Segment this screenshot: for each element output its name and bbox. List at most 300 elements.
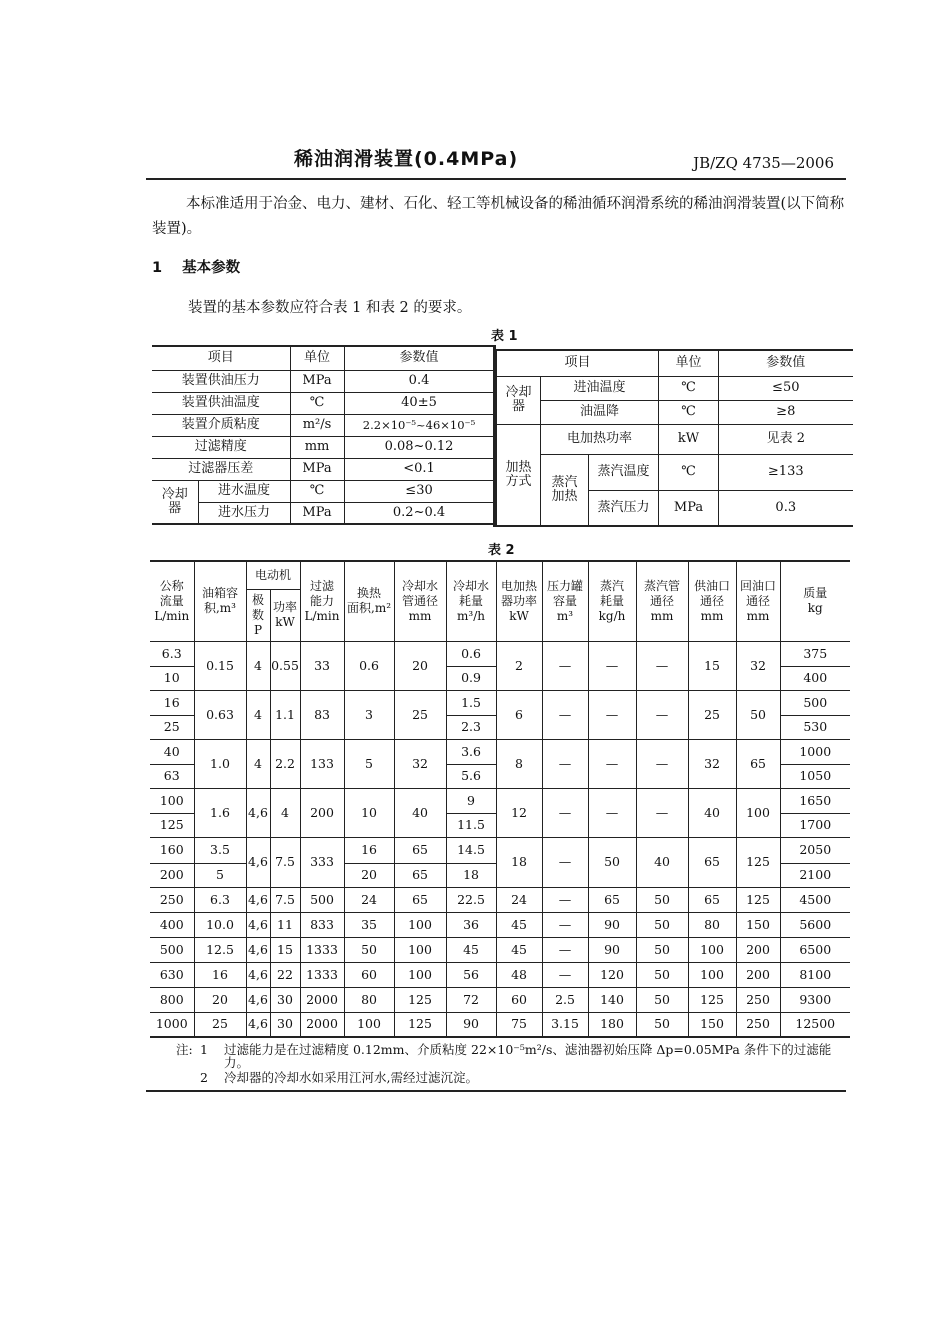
- table-cell: 140: [588, 987, 636, 1012]
- table-row: [150, 912, 850, 937]
- table-cell: 3.5: [194, 837, 246, 863]
- table-cell: 4,6: [246, 887, 270, 912]
- header-line: mm: [408, 608, 432, 623]
- header-line: kg/h: [598, 608, 626, 623]
- header-line: 通径: [700, 593, 725, 608]
- notes-label: 注:: [176, 1042, 193, 1057]
- table-cell: 80: [344, 987, 394, 1012]
- table-cell: 90: [446, 1012, 496, 1037]
- table-cell: —: [636, 739, 688, 788]
- table-header-cell: [636, 561, 688, 641]
- table-cell: —: [542, 937, 588, 962]
- table-cell: 进油温度: [541, 376, 659, 400]
- table-cell: 过滤精度: [152, 436, 290, 458]
- table-cell: 400: [780, 666, 850, 690]
- table-cell: 0.3: [719, 490, 853, 526]
- table-cell: 16: [344, 837, 394, 863]
- table-cell: 45: [446, 937, 496, 962]
- table-row: [150, 887, 850, 912]
- header-line: kg: [807, 601, 823, 616]
- note-item: [176, 1043, 848, 1069]
- section-paragraph: 装置的基本参数应符合表 1 和表 2 的要求。: [188, 300, 472, 316]
- table-cell: 10: [150, 666, 194, 690]
- table2-header-row: [150, 561, 850, 589]
- table-cell: 11.5: [446, 813, 496, 837]
- header-line: 供油口: [694, 578, 731, 593]
- table-cell: 65: [688, 887, 736, 912]
- table-cell: ℃: [659, 400, 719, 424]
- table-cell: 25: [150, 715, 194, 739]
- header-line: 流量: [159, 593, 184, 608]
- table-row: [150, 641, 850, 666]
- table-cell: 4500: [780, 887, 850, 912]
- table-cell: 进水压力: [198, 502, 290, 524]
- table-cell: MPa: [290, 502, 344, 524]
- table-header-cell: [496, 561, 542, 641]
- table-cell: 3.15: [542, 1012, 588, 1037]
- table-cell: 进水温度: [198, 480, 290, 502]
- table1-left-header: [152, 346, 494, 370]
- table-cell: 7.5: [270, 837, 300, 887]
- header-line: 过滤: [310, 578, 335, 593]
- table-cell: 50: [636, 912, 688, 937]
- table-header-cell: 参数值: [344, 346, 494, 370]
- header-line: 压力罐: [547, 578, 584, 593]
- table-cell: 120: [588, 962, 636, 987]
- header-line: 能力: [310, 593, 335, 608]
- table-cell: 过滤器压差: [152, 458, 290, 480]
- table-cell: 8100: [780, 962, 850, 987]
- table-cell: MPa: [659, 490, 719, 526]
- table-cell: —: [636, 690, 688, 739]
- table-cell: 250: [150, 887, 194, 912]
- table-row: [150, 788, 850, 813]
- table-cell: 11: [270, 912, 300, 937]
- table-cell: 200: [736, 937, 780, 962]
- table-cell: 1000: [780, 739, 850, 764]
- table-cell: MPa: [290, 370, 344, 392]
- table-cell: 0.2~0.4: [344, 502, 494, 524]
- table-cell: 15: [270, 937, 300, 962]
- table-group-cell: 冷却器: [497, 376, 541, 424]
- table-cell: 0.6: [344, 641, 394, 690]
- section-title: 基本参数: [182, 260, 241, 276]
- table-cell: 2.2: [270, 739, 300, 788]
- header-line: m³/h: [457, 608, 485, 623]
- table-cell: 2: [496, 641, 542, 690]
- table-header-cell: [688, 561, 736, 641]
- table-cell: 5: [194, 863, 246, 887]
- table-cell: 9300: [780, 987, 850, 1012]
- table-cell: 电加热功率: [541, 424, 659, 454]
- header-line: m³: [556, 608, 574, 623]
- table-cell: 150: [688, 1012, 736, 1037]
- table-cell: —: [588, 788, 636, 837]
- table2: [150, 560, 850, 1038]
- notes-bottom-rule: [146, 1090, 846, 1092]
- table-cell: 4,6: [246, 962, 270, 987]
- table-cell: 65: [394, 863, 446, 887]
- header-line: 通径: [650, 593, 675, 608]
- table-header-cell: [736, 561, 780, 641]
- table-cell: 4: [246, 739, 270, 788]
- table-cell: 100: [736, 788, 780, 837]
- table-cell: 63: [150, 764, 194, 788]
- table-group-cell: 蒸汽加热: [541, 454, 589, 526]
- table-row: [497, 400, 853, 424]
- table-cell: 40±5: [344, 392, 494, 414]
- table-cell: 125: [394, 1012, 446, 1037]
- table-cell: 见表 2: [719, 424, 853, 454]
- table-cell: 32: [688, 739, 736, 788]
- table-cell: 1.1: [270, 690, 300, 739]
- header-line: 蒸汽管: [644, 578, 681, 593]
- table-cell: 125: [150, 813, 194, 837]
- table-cell: —: [588, 739, 636, 788]
- table-cell: 5600: [780, 912, 850, 937]
- table1-left: [152, 345, 495, 525]
- table-cell: 10.0: [194, 912, 246, 937]
- table-cell: 90: [588, 912, 636, 937]
- header-line: 积,m³: [203, 601, 236, 616]
- header-line: 面积,m²: [347, 601, 392, 616]
- table-header-cell: [150, 561, 194, 641]
- table-cell: 30: [270, 987, 300, 1012]
- table-cell: 833: [300, 912, 344, 937]
- table-row: [152, 480, 494, 502]
- table-row: [150, 837, 850, 863]
- table-cell: 50: [636, 937, 688, 962]
- table-row: [497, 424, 853, 454]
- table-cell: 12500: [780, 1012, 850, 1037]
- table-row: [150, 962, 850, 987]
- table-cell: 22.5: [446, 887, 496, 912]
- table-cell: 1000: [150, 1012, 194, 1037]
- table-cell: m²/s: [290, 414, 344, 436]
- table-cell: 40: [150, 739, 194, 764]
- table-cell: 4,6: [246, 912, 270, 937]
- table-cell: 9: [446, 788, 496, 813]
- table-cell: 56: [446, 962, 496, 987]
- table-cell: 50: [636, 962, 688, 987]
- table-cell: 2050: [780, 837, 850, 863]
- table-cell: 0.9: [446, 666, 496, 690]
- table-cell: 45: [496, 912, 542, 937]
- table-cell: 25: [688, 690, 736, 739]
- note-number: 1: [200, 1042, 208, 1057]
- table-cell: 25: [394, 690, 446, 739]
- table-cell: <0.1: [344, 458, 494, 480]
- table-cell: 18: [446, 863, 496, 887]
- document-title: 稀油润滑装置(0.4MPa): [294, 148, 519, 170]
- table-cell: 40: [636, 837, 688, 887]
- header-line: mm: [746, 608, 770, 623]
- table-cell: 0.08~0.12: [344, 436, 494, 458]
- section-number: 1: [152, 260, 163, 276]
- document-header: [146, 138, 846, 180]
- table-cell: 400: [150, 912, 194, 937]
- table-cell: 50: [636, 887, 688, 912]
- table-cell: 65: [394, 887, 446, 912]
- table-cell: 2000: [300, 987, 344, 1012]
- header-line: 电加热: [501, 578, 538, 593]
- table-cell: 5.6: [446, 764, 496, 788]
- table-cell: 125: [688, 987, 736, 1012]
- table-cell: 100: [344, 1012, 394, 1037]
- table-cell: 500: [780, 690, 850, 715]
- table-cell: 133: [300, 739, 344, 788]
- table-row: [150, 739, 850, 764]
- table-cell: ℃: [659, 376, 719, 400]
- table-cell: 100: [688, 937, 736, 962]
- table-cell: 333: [300, 837, 344, 887]
- table-cell: 2.2×10⁻⁵~46×10⁻⁵: [344, 414, 494, 436]
- header-line: 耗量: [600, 593, 625, 608]
- table-cell: 6.3: [194, 887, 246, 912]
- table-cell: 180: [588, 1012, 636, 1037]
- table-cell: 36: [446, 912, 496, 937]
- header-line: 回油口: [740, 578, 777, 593]
- table-header-cell: [300, 561, 344, 641]
- table-cell: 12: [496, 788, 542, 837]
- table-cell: ℃: [659, 454, 719, 490]
- table-header-cell: [194, 561, 246, 641]
- header-line: 管通径: [402, 593, 439, 608]
- table-header-cell: [780, 561, 850, 641]
- table-cell: 4,6: [246, 937, 270, 962]
- table-cell: 60: [496, 987, 542, 1012]
- header-line: L/min: [304, 608, 340, 623]
- table-cell: 1.0: [194, 739, 246, 788]
- table-cell: 25: [194, 1012, 246, 1037]
- table-cell: 1650: [780, 788, 850, 813]
- table-cell: 蒸汽温度: [589, 454, 659, 490]
- table-cell: 530: [780, 715, 850, 739]
- table-cell: kW: [659, 424, 719, 454]
- table-cell: 10: [344, 788, 394, 837]
- table-cell: 800: [150, 987, 194, 1012]
- table-cell: 1.6: [194, 788, 246, 837]
- table1-right: [496, 349, 853, 527]
- table-cell: 4,6: [246, 1012, 270, 1037]
- table-cell: 0.15: [194, 641, 246, 690]
- table-cell: 24: [496, 887, 542, 912]
- header-line: mm: [650, 608, 674, 623]
- header-line: 极数: [251, 592, 264, 622]
- table-cell: 250: [736, 987, 780, 1012]
- header-line: L/min: [154, 608, 190, 623]
- table-cell: 8: [496, 739, 542, 788]
- table-cell: 2.5: [542, 987, 588, 1012]
- table-cell: 7.5: [270, 887, 300, 912]
- table-cell: 40: [394, 788, 446, 837]
- table-cell: 0.4: [344, 370, 494, 392]
- table-cell: 4,6: [246, 837, 270, 887]
- table-cell: 18: [496, 837, 542, 887]
- table-cell: 65: [588, 887, 636, 912]
- table-row: [150, 987, 850, 1012]
- table-cell: 48: [496, 962, 542, 987]
- table-cell: 14.5: [446, 837, 496, 863]
- table-cell: 20: [394, 641, 446, 690]
- header-line: 油箱容: [201, 586, 238, 601]
- table-header-cell: 单位: [659, 350, 719, 376]
- table-row: [152, 370, 494, 392]
- note-item: [176, 1071, 848, 1084]
- table-cell: 33: [300, 641, 344, 690]
- table-cell: —: [542, 837, 588, 887]
- section-heading: [152, 256, 240, 277]
- table-cell: 3.6: [446, 739, 496, 764]
- note-text: 过滤能力是在过滤精度 0.12mm、介质粘度 22×10⁻⁵m²/s、滤油器初始压降 Δp=0.05MPa 条件下的过滤能力。: [224, 1042, 832, 1070]
- table-cell: 1050: [780, 764, 850, 788]
- note-number: 2: [200, 1070, 208, 1085]
- table-cell: 160: [150, 837, 194, 863]
- table-cell: 200: [300, 788, 344, 837]
- intro-paragraph: 本标准适用于冶金、电力、建材、石化、轻工等机械设备的稀油循环润滑系统的稀油润滑装置(以下简称装置)。: [152, 196, 845, 237]
- table-header-cell: [588, 561, 636, 641]
- table-cell: 200: [736, 962, 780, 987]
- table-cell: 80: [688, 912, 736, 937]
- table-cell: —: [542, 739, 588, 788]
- table-cell: 20: [344, 863, 394, 887]
- table-row: [150, 1012, 850, 1037]
- table-cell: 30: [270, 1012, 300, 1037]
- table-cell: MPa: [290, 458, 344, 480]
- table-row: [152, 414, 494, 436]
- table-cell: 100: [394, 937, 446, 962]
- header-line: 冷却水: [402, 578, 439, 593]
- table-cell: ≥133: [719, 454, 853, 490]
- table-group-cell: 冷却器: [152, 480, 198, 524]
- table-header-cell: 项目: [497, 350, 659, 376]
- table-row: [497, 454, 853, 490]
- header-line: 质量: [803, 586, 828, 601]
- table-cell: 90: [588, 937, 636, 962]
- header-line: mm: [700, 608, 724, 623]
- table-cell: 装置供油压力: [152, 370, 290, 392]
- table-cell: 50: [588, 837, 636, 887]
- table-cell: 125: [394, 987, 446, 1012]
- table-cell: 60: [344, 962, 394, 987]
- table-cell: —: [542, 788, 588, 837]
- header-line: kW: [275, 615, 295, 629]
- table-cell: 100: [150, 788, 194, 813]
- table-cell: 装置介质粘度: [152, 414, 290, 436]
- table-cell: 65: [736, 739, 780, 788]
- table-cell: 65: [688, 837, 736, 887]
- table-cell: 1.5: [446, 690, 496, 715]
- table-cell: ℃: [290, 480, 344, 502]
- table-cell: —: [542, 641, 588, 690]
- header-line: 公称: [159, 578, 184, 593]
- table-cell: —: [542, 912, 588, 937]
- table-cell: 1700: [780, 813, 850, 837]
- header-line: 功率: [273, 600, 298, 614]
- table-cell: 4: [270, 788, 300, 837]
- table-header-cell: 参数值: [719, 350, 853, 376]
- table1-right-header: [497, 350, 853, 376]
- table-row: [152, 502, 494, 524]
- table-cell: 50: [736, 690, 780, 739]
- header-line: 蒸汽: [600, 578, 625, 593]
- table-cell: —: [636, 788, 688, 837]
- table-cell: 125: [736, 837, 780, 887]
- table1-caption: 表 1: [491, 329, 518, 344]
- table-header-cell: [446, 561, 496, 641]
- table-cell: —: [588, 690, 636, 739]
- table-cell: 4,6: [246, 788, 270, 837]
- table-cell: 83: [300, 690, 344, 739]
- table-cell: 32: [394, 739, 446, 788]
- table-cell: 250: [736, 1012, 780, 1037]
- table-cell: 35: [344, 912, 394, 937]
- table2-caption: 表 2: [488, 543, 515, 558]
- table-cell: 6.3: [150, 641, 194, 666]
- table-cell: 100: [688, 962, 736, 987]
- table-header-cell: 单位: [290, 346, 344, 370]
- table-cell: 150: [736, 912, 780, 937]
- table-cell: 45: [496, 937, 542, 962]
- header-line: 冷却水: [453, 578, 490, 593]
- table-header-cell: 电动机: [246, 561, 300, 589]
- table-cell: 500: [150, 937, 194, 962]
- table-cell: ≤50: [719, 376, 853, 400]
- table-cell: 16: [194, 962, 246, 987]
- table-cell: 32: [736, 641, 780, 690]
- header-line: 器功率: [501, 593, 538, 608]
- table-cell: 1333: [300, 937, 344, 962]
- note-text: 冷却器的冷却水如采用江河水,需经过滤沉淀。: [224, 1070, 478, 1085]
- header-line: 容量: [553, 593, 578, 608]
- table-cell: 16: [150, 690, 194, 715]
- table-cell: 20: [194, 987, 246, 1012]
- table-row: [152, 458, 494, 480]
- table-cell: 2100: [780, 863, 850, 887]
- table-cell: 6: [496, 690, 542, 739]
- table-cell: 125: [736, 887, 780, 912]
- table-cell: —: [636, 641, 688, 690]
- table-cell: 0.55: [270, 641, 300, 690]
- table-row: [497, 376, 853, 400]
- table-header-cell: 项目: [152, 346, 290, 370]
- table-cell: —: [542, 887, 588, 912]
- table-cell: mm: [290, 436, 344, 458]
- table-notes: [176, 1043, 848, 1084]
- table-cell: 4,6: [246, 987, 270, 1012]
- table-cell: 6500: [780, 937, 850, 962]
- table-cell: 200: [150, 863, 194, 887]
- table-cell: 24: [344, 887, 394, 912]
- table-cell: 500: [300, 887, 344, 912]
- table-cell: 1333: [300, 962, 344, 987]
- table-cell: 100: [394, 962, 446, 987]
- table-cell: 100: [394, 912, 446, 937]
- standard-number: JB/ZQ 4735—2006: [693, 154, 834, 172]
- table-cell: 5: [344, 739, 394, 788]
- table-cell: 2000: [300, 1012, 344, 1037]
- table-cell: 40: [688, 788, 736, 837]
- table-row: [150, 937, 850, 962]
- table-cell: —: [588, 641, 636, 690]
- table-cell: 0.63: [194, 690, 246, 739]
- table-cell: 630: [150, 962, 194, 987]
- table-cell: 3: [344, 690, 394, 739]
- header-line: 耗量: [459, 593, 484, 608]
- table-header-cell: [394, 561, 446, 641]
- table-cell: 375: [780, 641, 850, 666]
- table-cell: 蒸汽压力: [589, 490, 659, 526]
